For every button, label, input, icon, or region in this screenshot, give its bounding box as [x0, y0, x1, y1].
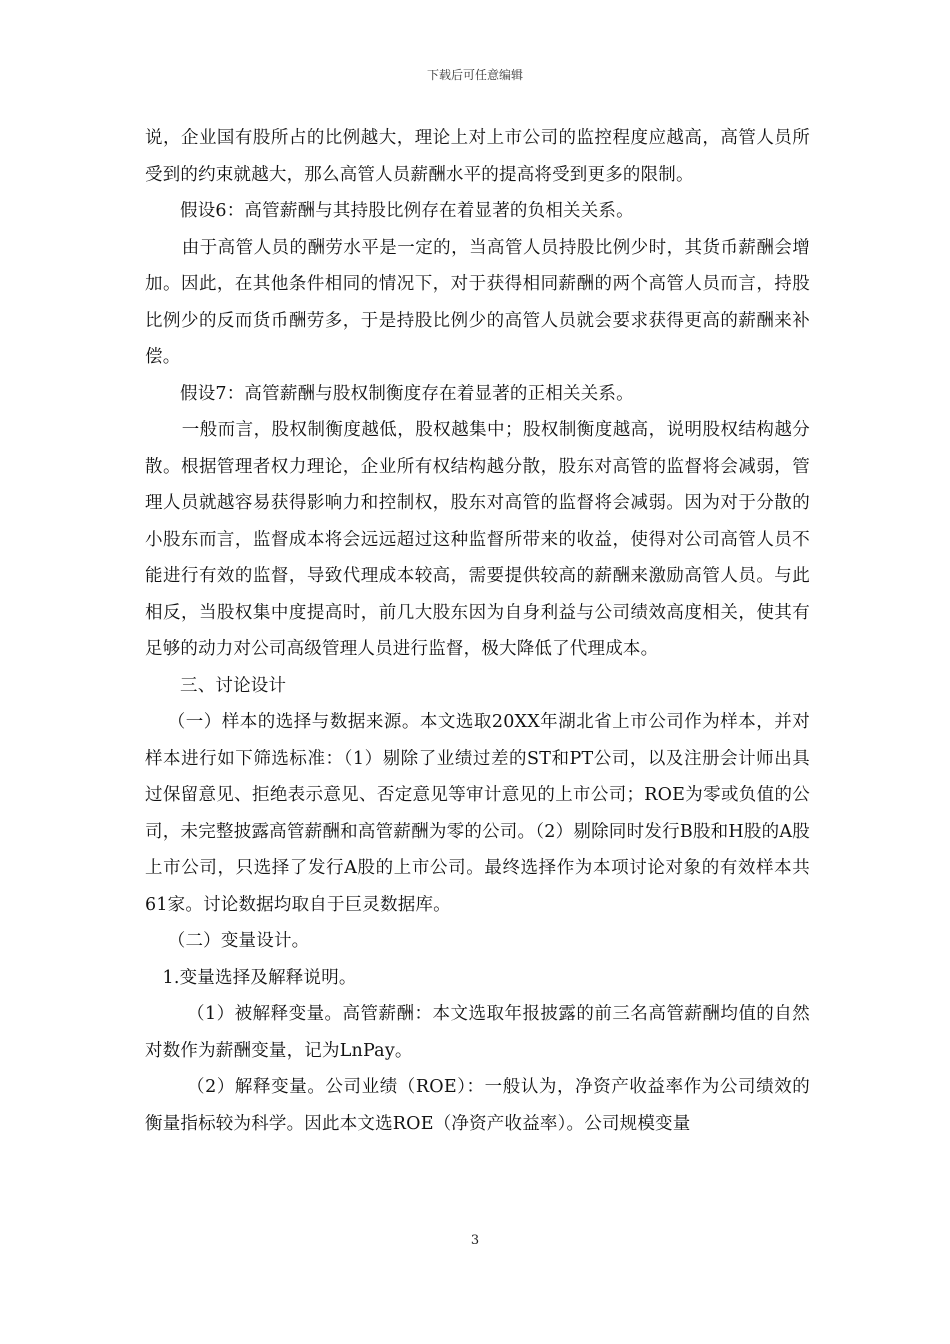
page-header: 下载后可任意编辑 — [426, 68, 523, 82]
document-body — [145, 120, 810, 1142]
section-heading: 三、讨论设计 — [180, 675, 287, 696]
paragraph: 说，企业国有股所占的比例越大，理论上对上市公司的监控程度应越高，高管人员所受到的约束就越大，那么高管人员薪酬水平的提高将受到更多的限制。 — [145, 128, 810, 185]
hypothesis-7: 假设7：高管薪酬与股权制衡度存在着显著的正相关关系。 — [180, 383, 634, 404]
paragraph: （一）样本的选择与数据来源。本文选取20XX年湖北省上市公司作为样本，并对样本进行如下筛选标准：（1）剔除了业绩过差的ST和PT公司，以及注册会计师出具过保留意见、拒绝表示意见、否定意见等审计意见的上市公司；ROE为零或负值的公司，未完整披露高管薪酬和高管薪酬为零的公司。（2）剔除同时发行B股和H股的A股上市公司，只选择了发行A股的上市公司。最终选择作为本项讨论对象的有效样本共61家。讨论数据均取自于巨灵数据库。 — [145, 712, 810, 915]
hypothesis-6: 假设6：高管薪酬与其持股比例存在着显著的负相关关系。 — [180, 201, 634, 221]
subsection-heading: 1.变量选择及解释说明。 — [162, 967, 357, 988]
paragraph: （2）解释变量。公司业绩（ROE）：一般认为，净资产收益率作为公司绩效的衡量指标较为科学。因此本文选ROE（净资产收益率）。公司规模变量 — [145, 1077, 810, 1134]
paragraph: （1）被解释变量。高管薪酬：本文选取年报披露的前三名高管薪酬均值的自然对数作为薪酬变量，记为LnPay。 — [145, 1004, 810, 1061]
subsection-heading: （二）变量设计。 — [167, 931, 310, 951]
paragraph: 一般而言，股权制衡度越低，股权越集中；股权制衡度越高，说明股权结构越分散。根据管理者权力理论，企业所有权结构越分散，股东对高管的监督将会减弱，管理人员就越容易获得影响力和控制权，股东对高管的监督将会减弱。因为对于分散的小股东而言，监督成本将会远远超过这种监督所带来的收益，使得对公司高管人员不能进行有效的监督，导致代理成本较高，需要提供较高的薪酬来激励高管人员。与此相反，当股权集中度提高时，前几大股东因为自身利益与公司绩效高度相关，使其有足够的动力对公司高级管理人员进行监督，极大降低了代理成本。 — [145, 420, 810, 659]
paragraph: 由于高管人员的酬劳水平是一定的，当高管人员持股比例少时，其货币薪酬会增加。因此，在其他条件相同的情况下，对于获得相同薪酬的两个高管人员而言，持股比例少的反而货币酬劳多，于是持股比例少的高管人员就会要求获得更高的薪酬来补偿。 — [145, 237, 810, 367]
page-number: 3 — [470, 1233, 480, 1248]
